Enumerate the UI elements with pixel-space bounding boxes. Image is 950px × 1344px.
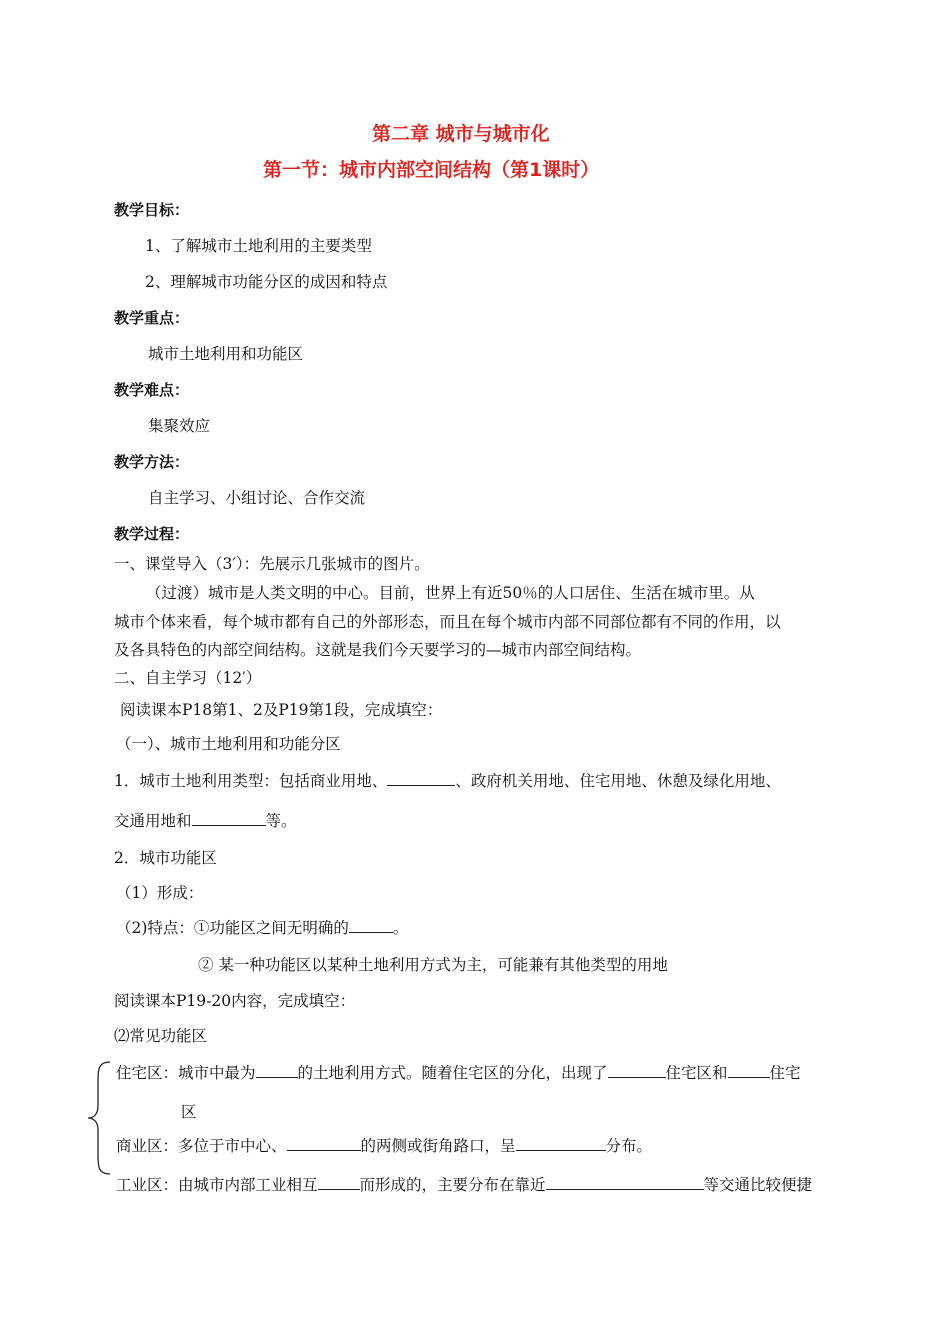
key-points-text: 城市土地利用和功能区 [148, 345, 304, 363]
blank-commercial-2[interactable] [516, 1136, 606, 1151]
method-text: 自主学习、小组讨论、合作交流 [148, 489, 366, 507]
transition-line-3: 及各具特色的内部空间结构。这就是我们今天要学习的—城市内部空间结构。 [114, 641, 642, 659]
question-2-feature-2: ② 某一种功能区以某种土地利用方式为主，可能兼有其他类型的用地 [198, 956, 668, 974]
difficulty-text: 集聚效应 [148, 417, 211, 435]
common-zones-heading: ⑵常见功能区 [114, 1027, 208, 1045]
question-2-formation: （1）形成： [116, 884, 204, 902]
process-heading: 教学过程： [114, 525, 190, 543]
question-2-features: （2)特点：①功能区之间无明确的 。 [116, 919, 409, 937]
goal-item-2: 2、理解城市功能分区的成因和特点 [145, 273, 388, 291]
section-title: 第一节：城市内部空间结构（第1课时） [263, 159, 600, 181]
residential-zone-line: 住宅区：城市中最为 的土地利用方式。随着住宅区的分化，出现了 住宅区和 住宅 [116, 1064, 801, 1082]
residential-zone-wrap: 区 [181, 1103, 197, 1121]
transition-line-1: （过渡）城市是人类文明的中心。目前，世界上有近50％的人口居住、生活在城市里。从 [146, 584, 755, 602]
blank-residential-1[interactable] [256, 1063, 298, 1078]
transition-line-2: 城市个体来看，每个城市都有自己的外部形态，而且在每个城市内部不同部位都有不同的作用，以 [114, 613, 781, 631]
blank-boundary[interactable] [349, 918, 393, 933]
intro-line: 一、课堂导入（3′）：先展示几张城市的图片。 [114, 555, 430, 573]
goals-heading: 教学目标： [114, 201, 190, 219]
question-1-line-1: 1．城市土地利用类型：包括商业用地、 、政府机关用地、住宅用地、休憩及绿化用地、 [114, 772, 781, 790]
curly-brace-icon [84, 1060, 114, 1176]
commercial-zone-line: 商业区：多位于市中心、 的两侧或街角路口，呈 分布。 [116, 1137, 653, 1155]
question-1-line-2: 交通用地和 等。 [114, 812, 297, 830]
industrial-zone-line: 工业区：由城市内部工业相互 而形成的，主要分布在靠近 等交通比较便捷 [116, 1176, 813, 1194]
key-points-heading: 教学重点： [114, 309, 190, 327]
question-2-heading: 2．城市功能区 [114, 849, 217, 867]
blank-residential-2[interactable] [608, 1063, 666, 1078]
difficulty-heading: 教学难点： [114, 381, 190, 399]
method-heading: 教学方法： [114, 453, 190, 471]
reading-instruction-1: 阅读课本P18第1、2及P19第1段，完成填空： [120, 701, 443, 719]
self-study-heading: 二、自主学习（12′） [114, 669, 262, 687]
reading-instruction-2: 阅读课本P19-20内容，完成填空： [114, 992, 356, 1010]
blank-commercial-1[interactable] [287, 1136, 361, 1151]
goal-item-1: 1、了解城市土地利用的主要类型 [145, 237, 372, 255]
blank-residential-3[interactable] [728, 1063, 770, 1078]
blank-land-type-1[interactable] [387, 771, 455, 786]
blank-land-type-2[interactable] [192, 811, 266, 826]
blank-industrial-1[interactable] [318, 1175, 360, 1190]
subsection-land-use: （一）、城市土地利用和功能分区 [116, 735, 341, 753]
chapter-title: 第二章 城市与城市化 [372, 123, 550, 145]
blank-industrial-2[interactable] [546, 1175, 704, 1190]
